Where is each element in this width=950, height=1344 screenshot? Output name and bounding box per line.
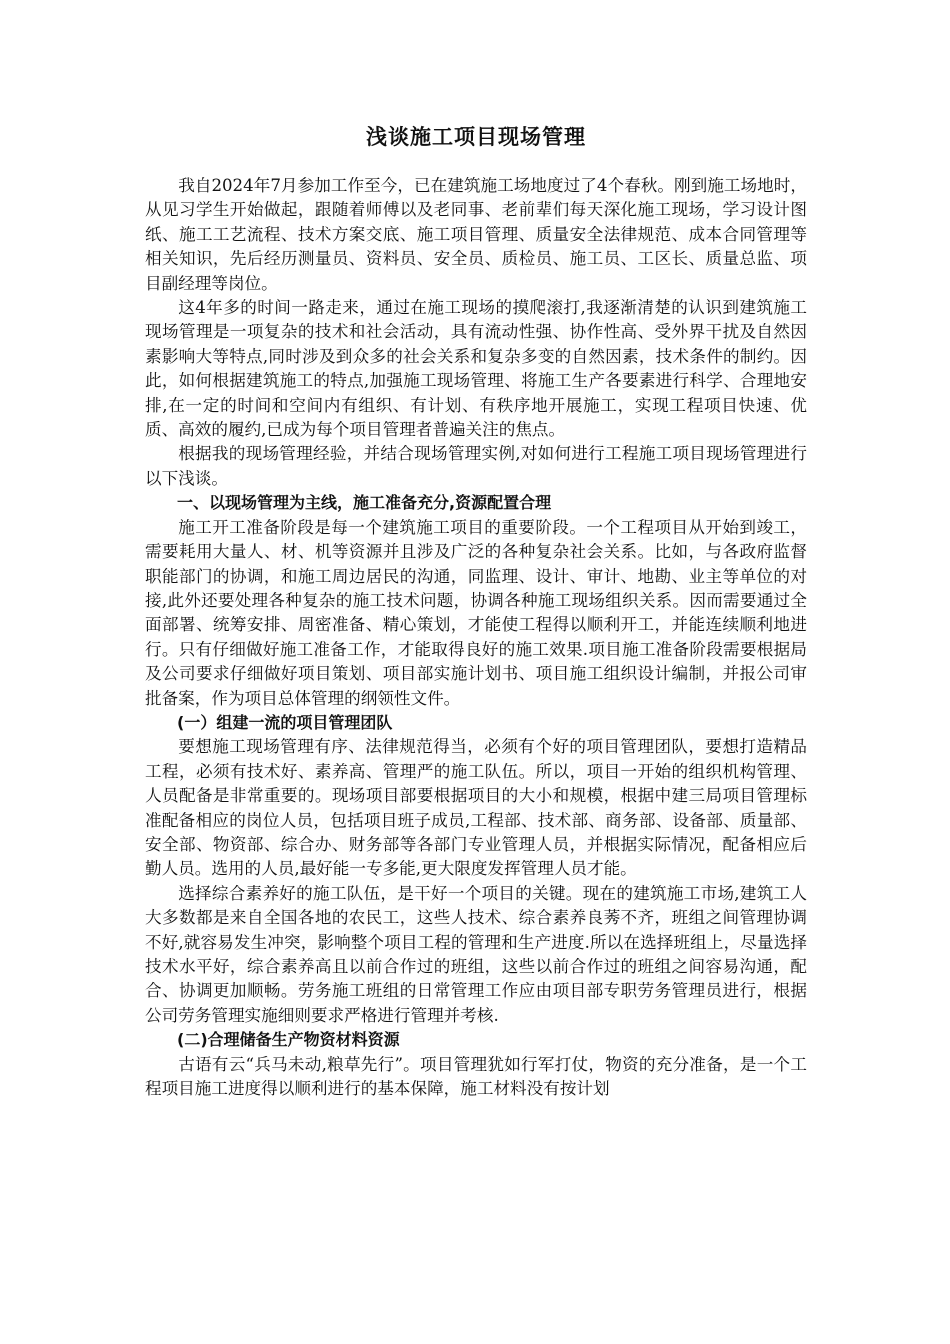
document-page [145, 118, 807, 1101]
subsection-heading-1: (一）组建一流的项目管理团队 [177, 712, 393, 732]
paragraph-purpose: 根据我的现场管理经验，并结合现场管理实例,对如何进行工程施工项目现场管理进行以下浅谈。 [145, 444, 807, 488]
paragraph-preparation: 施工开工准备阶段是每一个建筑施工项目的重要阶段。一个工程项目从开始到竣工，需要耗用大量人、材、机等资源并且涉及广泛的各种复杂社会关系。比如，与各政府监督职能部门的协调，和施工周边居民的沟通，同监理、设计、审计、地勘、业主等单位的对接,此外还要处理各种复杂的施工技术问题，协调各种施工现场组织关系。因而需要通过全面部署、统筹安排、周密准备、精心策划，才能使工程得以顺利开工，并能连续顺利地进行。只有仔细做好施工准备工作，才能取得良好的施工效果.项目施工准备阶段需要根据局及公司要求仔细做好项目策划、项目部实施计划书、项目施工组织设计编制，并报公司审批备案，作为项目总体管理的纲领性文件。 [145, 517, 807, 708]
paragraph-materials: 古语有云“兵马未动,粮草先行”。项目管理犹如行军打仗，物资的充分准备，是一个工程项目施工进度得以顺利进行的基本保障，施工材料没有按计划 [145, 1054, 807, 1099]
paragraph-crew: 选择综合素养好的施工队伍，是干好一个项目的关键。现在的建筑施工市场,建筑工人大多数都是来自全国各地的农民工，这些人技术、综合素养良莠不齐，班组之间管理协调不好,就容易发生冲突，影响整个项目工程的管理和生产进度.所以在选择班组上，尽量选择技术水平好，综合素养高且以前合作过的班组，这些以前合作过的班组之间容易沟通，配合、协调更加顺畅。劳务施工班组的日常管理工作应由项目部专职劳务管理员进行，根据公司劳务管理实施细则要求严格进行管理并考核. [145, 883, 807, 1025]
paragraph-intro: 我自2024年7月参加工作至今，已在建筑施工场地度过了4个春秋。刚到施工场地时，从见习学生开始做起，跟随着师傅以及老同事、老前辈们每天深化施工现场，学习设计图纸、施工工艺流程、技术方案交底、施工项目管理、质量安全法律规范、成本合同管理等相关知识，先后经历测量员、资料员、安全员、质检员、施工员、工区长、质量总监、项目副经理等岗位。 [145, 176, 807, 293]
paragraph-team: 要想施工现场管理有序、法律规范得当，必须有个好的项目管理团队，要想打造精品工程，必须有技术好、素养高、管理严的施工队伍。所以，项目一开始的组织机构管理、人员配备是非常重要的。现场项目部要根据项目的大小和规模，根据中建三局项目管理标准配备相应的岗位人员，包括项目班子成员,工程部、技术部、商务部、设备部、质量部、安全部、物资部、综合办、财务部等各部门专业管理人员，并根据实际情况，配备相应后勤人员。选用的人员,最好能一专多能,更大限度发挥管理人员才能。 [145, 737, 807, 879]
subsection-heading-2: (二)合理储备生产物资材料资源 [177, 1030, 400, 1050]
section-heading-1: 一、以现场管理为主线，施工准备充分,资源配置合理 [177, 493, 552, 513]
document-title: 浅谈施工项目现场管理 [366, 125, 586, 149]
paragraph-experience: 这4年多的时间一路走来，通过在施工现场的摸爬滚打,我逐渐清楚的认识到建筑施工现场管理是一项复杂的技术和社会活动，具有流动性强、协作性高、受外界干扰及自然因素影响大等特点,同时涉及到众多的社会关系和复杂多变的自然因素，技术条件的制约。因此，如何根据建筑施工的特点,加强施工现场管理、将施工生产各要素进行科学、合理地安排,在一定的时间和空间内有组织、有计划、有秩序地开展施工，实现工程项目快速、优质、高效的履约,已成为每个项目管理者普遍关注的焦点。 [145, 298, 807, 440]
